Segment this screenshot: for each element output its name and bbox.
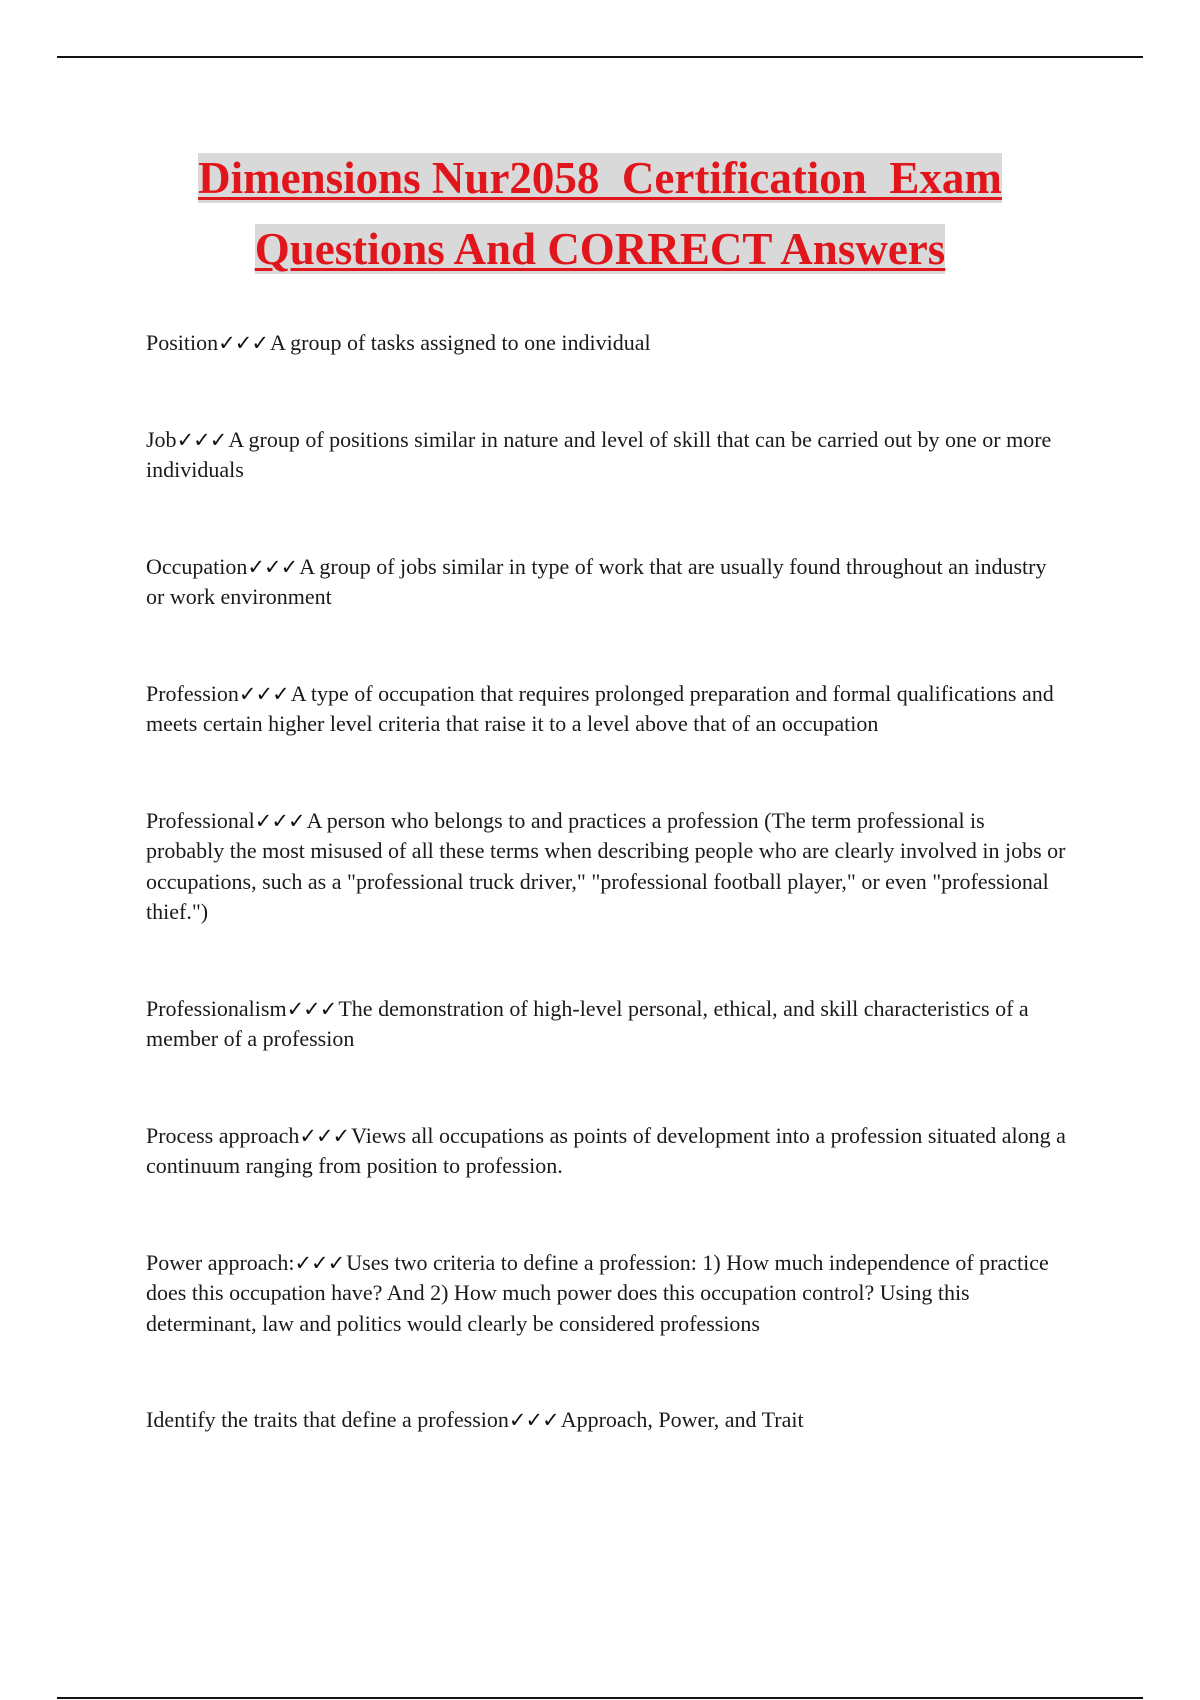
entry-definition: A person who belongs to and practices a profession (The term professional is probably the most misused of all these terms when describing people who are clearly involved in jobs or occupations, such as a "professional truck driver," "professional football player," or even "professional thief.") [146,807,1066,924]
title-line-1: Dimensions Nur2058 Certification Exam [198,153,1002,203]
entry-definition: A group of jobs similar in type of work that are usually found throughout an industry or work environment [146,553,1047,609]
entry-term: Occupation [146,553,248,579]
qa-entry [146,425,1066,486]
check-marks-icon: ✓✓✓ [254,808,305,833]
page-title [0,148,1200,290]
entry-definition: Approach, Power, and Trait [560,1407,804,1432]
entry-definition: A type of occupation that requires prolonged preparation and formal qualifications and meets certain higher level criteria that raise it to a level above that of an occupation [146,680,1054,736]
qa-entry [146,1405,1066,1436]
entry-term: Identify the traits that define a profession [146,1407,509,1432]
qa-entry [146,679,1066,740]
check-marks-icon: ✓✓✓ [294,1250,345,1275]
entry-term: Profession [146,680,239,706]
check-marks-icon: ✓✓✓ [247,554,298,579]
entry-term: Job [146,426,177,452]
check-marks-icon: ✓✓✓ [218,331,268,355]
entry-definition: A group of positions similar in nature and level of skill that can be carried out by one or more individuals [146,426,1052,482]
entry-definition: The demonstration of high-level personal, ethical, and skill characteristics of a member of a profession [146,995,1029,1051]
check-marks-icon: ✓✓✓ [286,996,337,1021]
qa-list [146,328,1066,1502]
qa-entry [146,1121,1066,1182]
entry-definition: Uses two criteria to define a profession: 1) How much independence of practice does this occupation have? And 2) How much power does this occupation control? Using this determinant, law and politics would clearly be considered professions [146,1249,1049,1336]
check-marks-icon: ✓✓✓ [299,1123,350,1148]
entry-term: Position [146,330,219,355]
bottom-rule [57,1697,1143,1699]
entry-term: Professional [146,807,255,833]
check-marks-icon: ✓✓✓ [176,427,227,452]
entry-term: Process approach [146,1122,300,1148]
check-marks-icon: ✓✓✓ [508,1408,559,1432]
qa-entry [146,328,1066,359]
qa-entry [146,552,1066,613]
entry-definition: A group of tasks assigned to one individual [269,330,651,355]
entry-term: Power approach: [146,1249,295,1275]
entry-term: Professionalism [146,995,287,1021]
qa-entry [146,1248,1066,1340]
entry-definition: Views all occupations as points of development into a profession situated along a continuum ranging from position to profession. [146,1122,1066,1178]
qa-entry [146,994,1066,1055]
title-line-2: Questions And CORRECT Answers [254,224,946,274]
qa-entry [146,806,1066,928]
check-marks-icon: ✓✓✓ [238,681,289,706]
top-rule [57,56,1143,58]
